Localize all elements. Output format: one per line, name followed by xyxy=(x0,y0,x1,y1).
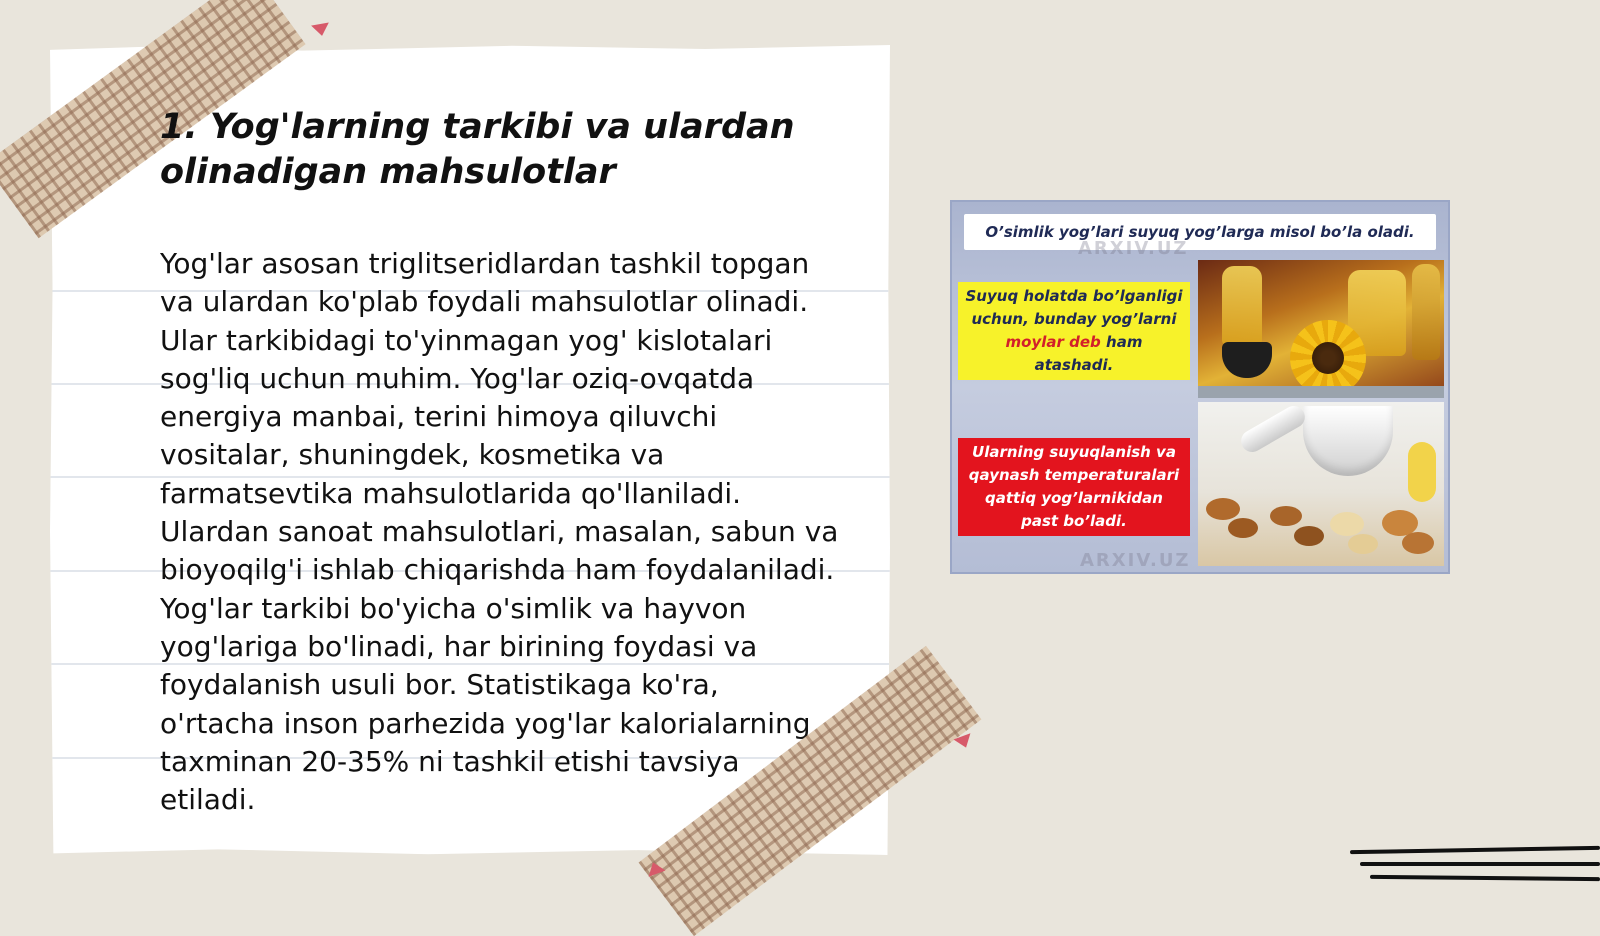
pestle-image xyxy=(1237,402,1309,456)
watermark-text: ARXIV.UZ xyxy=(1078,238,1189,259)
stripe-line xyxy=(1370,875,1600,881)
yellow-info-text xyxy=(964,285,1184,377)
red-info-box: Ularning suyuqlanish va qaynash temperaturalari qattiq yog’larnikidan past bo’ladi. xyxy=(958,438,1190,536)
nut-image xyxy=(1228,518,1258,538)
watermark-text: ARXIV.UZ xyxy=(1080,550,1191,571)
tray-image xyxy=(1198,386,1444,398)
oil-info-figure xyxy=(950,200,1450,574)
nuts-and-mortar-photo xyxy=(1198,402,1444,566)
nut-image xyxy=(1348,534,1378,554)
vegetable-oil-photo xyxy=(1198,260,1444,398)
dark-cup-image xyxy=(1222,342,1272,378)
nut-image xyxy=(1294,526,1324,546)
nut-image xyxy=(1270,506,1302,526)
mortar-image xyxy=(1303,406,1393,476)
decorative-stripes xyxy=(1350,848,1600,892)
pin-icon xyxy=(311,23,331,38)
seed-image xyxy=(1408,442,1436,502)
slide-title: 1. Yog'larning tarkibi va ulardan olinadigan mahsulotlar xyxy=(160,107,795,192)
nut-image xyxy=(1402,532,1434,554)
oil-bottle-image xyxy=(1412,264,1440,360)
stripe-line xyxy=(1360,862,1600,866)
slide-body-text: Yog'lar asosan triglitseridlardan tashkil topgan va ulardan ko'plab foydali mahsulotlar olinadi. Ular tarkibidagi to'yinmagan yog' kislotalari sog'liq uchun muhim. Yog'lar oziq-ovqatda energiya manbai, terini himoya qiluvchi vositalar, shuningdek, kosmetika va farmatsevtika mahsulotlarida qo'llaniladi. Ulardan sanoat mahsulotlari, masalan, sabun va bioyoqilg'i ishlab chiqarishda ham foydalaniladi. Yog'lar tarkibi bo'yicha o'simlik va hayvon yog'lariga bo'linadi, har birining foydasi va foydalanish usuli bor. Statistikaga ko'ra, o'rtacha inson parhezida yog'lar kalorialarning taxminan 20-35% ni tashkil etishi tavsiya etiladi. xyxy=(160,247,839,817)
yellow-info-box xyxy=(958,282,1190,380)
sunflower-center xyxy=(1312,342,1344,374)
yellow-info-text-start: Suyuq holatda bo’lganligi uchun, bunday yog’larni xyxy=(965,287,1183,328)
nut-image xyxy=(1206,498,1240,520)
yellow-info-text-end: ham atashadi. xyxy=(1034,333,1143,374)
nut-image xyxy=(1330,512,1364,536)
oil-bottle-image xyxy=(1222,266,1262,346)
figure-header: O’simlik yog’lari suyuq yog’larga misol bo’la oladi. xyxy=(964,214,1436,250)
yellow-info-accent: moylar deb xyxy=(1005,333,1101,351)
stripe-line xyxy=(1350,846,1600,854)
